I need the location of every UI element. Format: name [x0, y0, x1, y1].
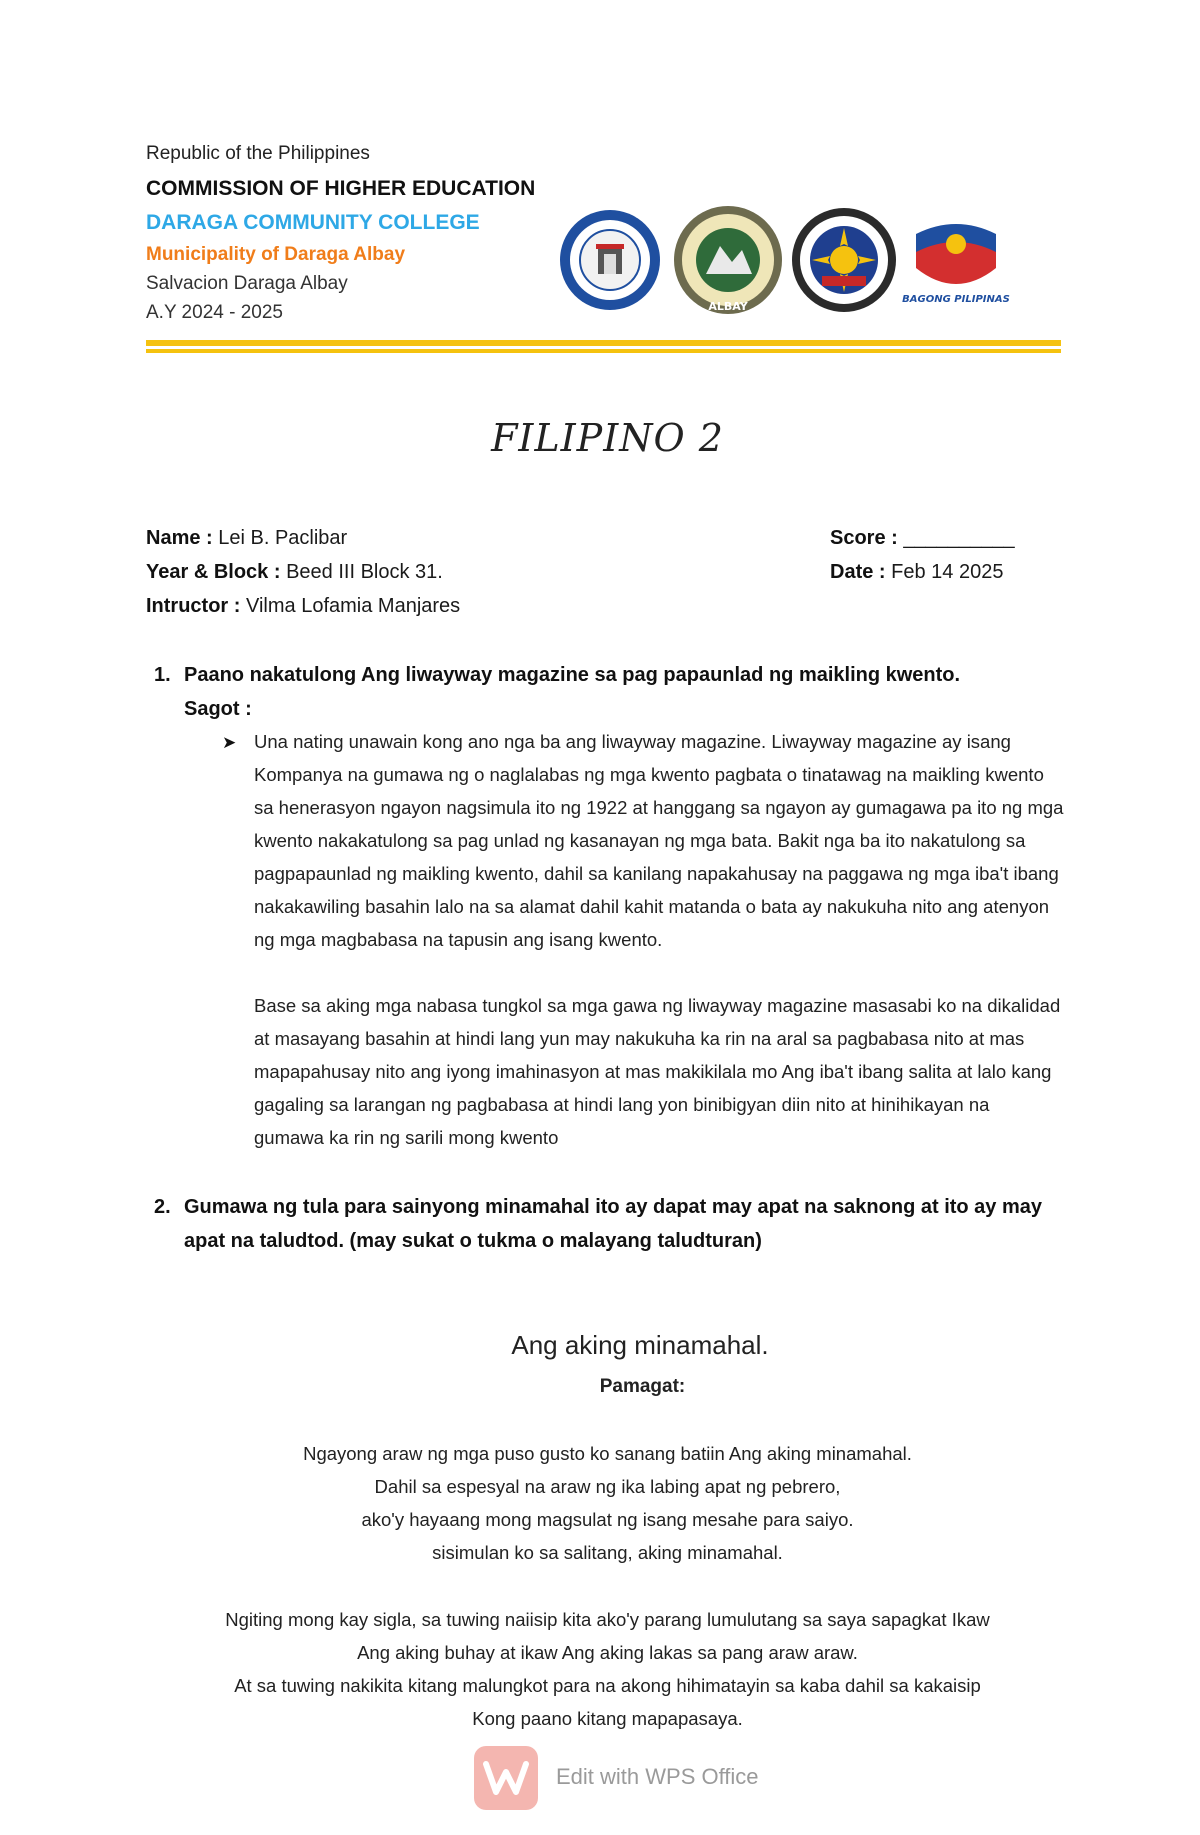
block-label: Year & Block : — [146, 561, 281, 583]
block-row — [146, 561, 443, 584]
dcc-seal-icon — [560, 210, 660, 310]
republic-line: Republic of the Philippines — [146, 143, 370, 164]
poem-stanza-1 — [0, 1437, 1200, 1569]
wps-logo-icon — [474, 1746, 538, 1810]
answer-paragraph-1: Una nating unawain kong ano nga ba ang liwayway magazine. Liwayway magazine ay isang Kompanya na gumawa ng o naglalabas ng mga kwento pagbata o tinatawag na maikling kwento sa henerasyon ngayon nagsimula ito ng 1922 at hanggang sa ngayon ay gumagawa pa ito ng mga kwento nakakatulong sa pag unlad ng kasanayan ng mga bata. Bakit nga ba ito nakatulong sa pagpapaunlad ng maikling kwento, dahil sa kanilang napakahusay na paggawa ng mga iba't ibang nakakawiling basahin lalo na sa alamat dahil kahit matanda o bata ay nakukuha nito ang atenyon ng mga magbabasa na tapusin ang isang kwento. — [254, 731, 1064, 950]
name-row — [146, 527, 347, 550]
instructor-row — [146, 595, 460, 618]
date-value: Feb 14 2025 — [885, 561, 1004, 583]
poem-pamagat-label: Pamagat: — [599, 1376, 686, 1397]
stanza-1-line-2: Dahil sa espesyal na araw ng ika labing apat ng pebrero, — [374, 1476, 841, 1497]
stanza-2-line-2: Ang aking buhay at ikaw Ang aking lakas sa pang araw araw. — [357, 1642, 858, 1663]
bagong-pilipinas-logo-icon — [902, 224, 1010, 305]
stanza-2-line-3: At sa tuwing nakikita kitang malungkot para na akong hihimatayin sa kaba dahil sa kakaisip — [234, 1675, 981, 1696]
instructor-value: Vilma Lofamia Manjares — [240, 595, 461, 617]
poem-title: Ang aking minamahal. — [511, 1330, 769, 1360]
stanza-1-line-3: ako'y hayaang mong magsulat ng isang mesahe para saiyo. — [361, 1509, 854, 1530]
header-logos — [560, 204, 1016, 316]
score-value: __________ — [897, 527, 1015, 549]
daraga-seal-text: ALBAY — [708, 300, 748, 313]
wps-watermark-text: Edit with WPS Office — [556, 1764, 759, 1789]
document-title: FILIPINO 2 — [491, 416, 724, 460]
header-rule-top — [146, 340, 1061, 346]
question-1-text: Paano nakatulong Ang liwayway magazine sa pag papaunlad ng maikling kwento. — [184, 664, 961, 686]
block-value: Beed III Block 31. — [280, 561, 443, 583]
answer-paragraph-2: Base sa aking mga nabasa tungkol sa mga gawa ng liwayway magazine masasabi ko na dikalidad at masayang basahin at hindi lang yun may nakukuha ka rin na aral sa pagbabasa nito at mas mapapahusay nito ang iyong imahinasyon at mas makikilala mo Ang iba't ibang salita at lalo kang gagaling sa larangan ng pagbabasa at hindi lang yon binibigyan diin nito at hinihikayan na gumawa ka rin ng sarili mong kwento — [254, 995, 1061, 1148]
question-2-number: 2. — [154, 1196, 171, 1218]
question-2 — [154, 1190, 1064, 1258]
poem-stanza-2 — [0, 1603, 1200, 1735]
municipality-line: Municipality of Daraga Albay — [146, 244, 406, 265]
score-row — [830, 527, 1015, 550]
date-label: Date : — [830, 561, 886, 583]
daraga-seal-icon — [674, 206, 782, 314]
stanza-1-line-1: Ngayong araw ng mga puso gusto ko sanang batiin Ang aking minamahal. — [303, 1443, 912, 1464]
date-row — [830, 561, 1003, 584]
name-value: Lei B. Paclibar — [212, 527, 348, 549]
arrow-bullet-icon: ➤ — [222, 733, 237, 752]
ched-line: COMMISSION OF HIGHER EDUCATION — [146, 177, 536, 200]
question-1-number: 1. — [154, 664, 171, 686]
stanza-2-line-4: Kong paano kitang mapapasaya. — [472, 1708, 743, 1729]
stanza-1-line-4: sisimulan ko sa salitang, aking minamahal. — [432, 1542, 783, 1563]
question-1 — [154, 658, 1064, 726]
address-line: Salvacion Daraga Albay — [146, 273, 348, 294]
name-label: Name : — [146, 527, 213, 549]
instructor-label: Intructor : — [146, 595, 241, 617]
header-rule-bottom — [146, 349, 1061, 353]
college-name: DARAGA COMMUNITY COLLEGE — [146, 211, 480, 234]
answer-label: Sagot : — [184, 698, 252, 720]
question-2-text: Gumawa ng tula para sainyong minamahal ito ay dapat may apat na saknong at ito ay may apat na taludtod. (may sukat o tukma o malayang taludturan) — [184, 1196, 1043, 1252]
score-label: Score : — [830, 527, 898, 549]
ched-seal-icon — [792, 208, 896, 312]
academic-year: A.Y 2024 - 2025 — [146, 302, 283, 323]
stanza-2-line-1: Ngiting mong kay sigla, sa tuwing naiisip kita ako'y parang lumulutang sa saya sapagkat Ikaw — [225, 1609, 990, 1630]
bagong-pilipinas-text: BAGONG PILIPINAS — [902, 294, 1010, 305]
